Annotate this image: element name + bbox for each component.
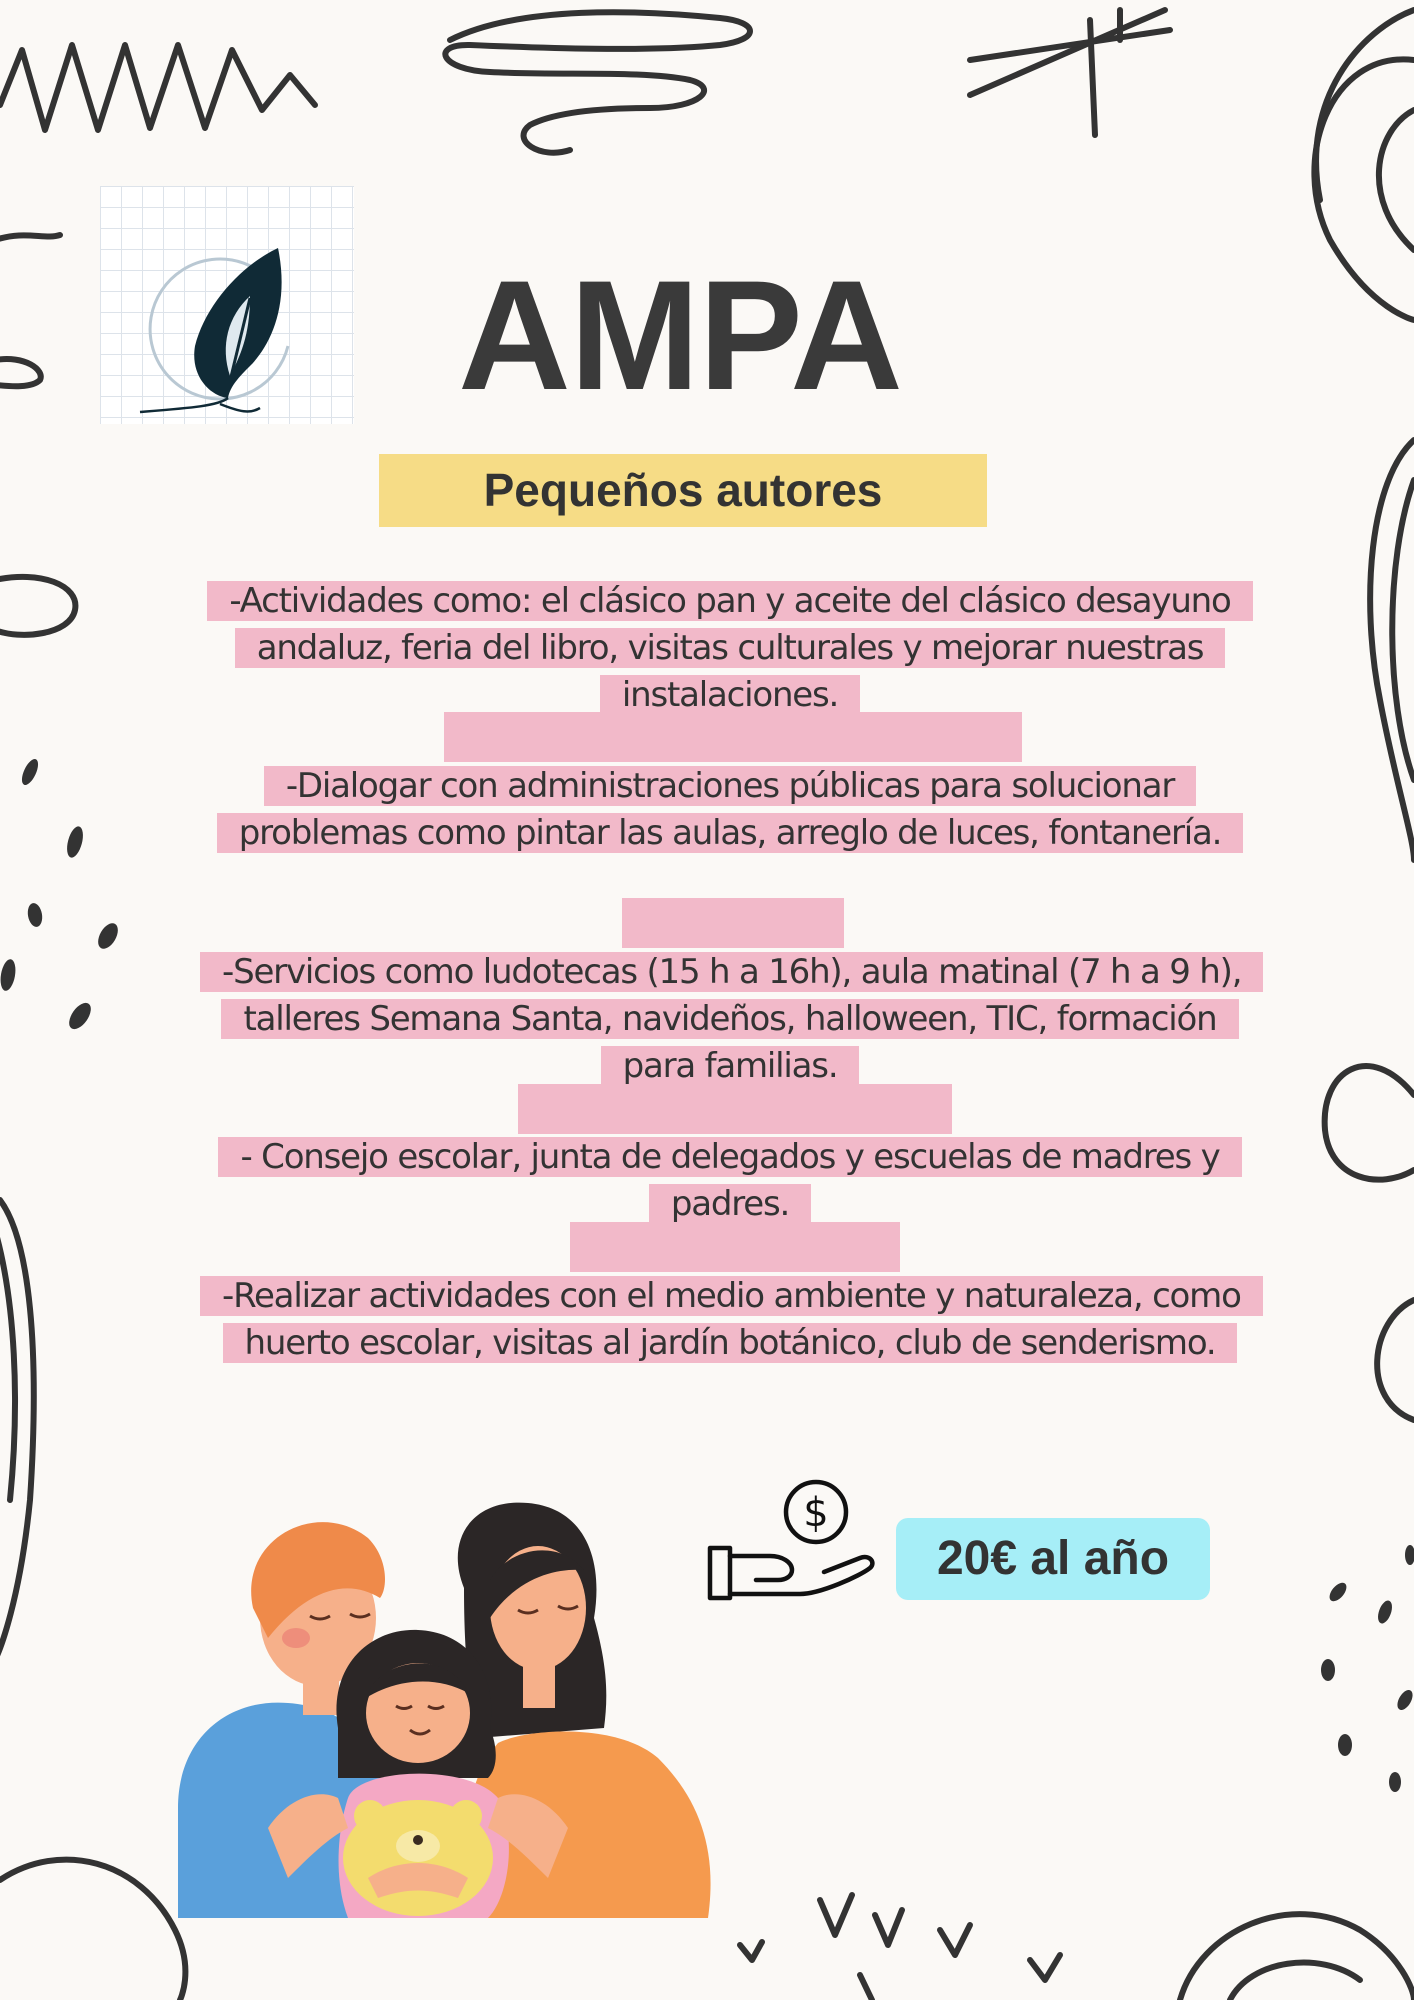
activity-text: - Consejo escolar, junta de delegados y escuelas de madres y padres. [218,1137,1241,1224]
feather-icon [100,186,354,424]
activity-item [200,578,1260,719]
price-badge: 20€ al año [896,1518,1210,1600]
activity-item [200,949,1260,1090]
activity-item [200,763,1260,857]
activity-text: -Realizar actividades con el medio ambiente y naturaleza, como huerto escolar, visitas al jardín botánico, club de senderismo. [200,1276,1263,1363]
subtitle-banner: Pequeños autores [379,454,987,527]
highlight-connector [444,712,1022,762]
activity-text: -Servicios como ludotecas (15 h a 16h), aula matinal (7 h a 9 h), talleres Semana Santa, navideños, halloween, TIC, formación para familias. [200,952,1263,1086]
activity-item [200,1273,1260,1367]
feather-quill-logo [100,186,354,424]
svg-text:$: $ [803,1490,829,1536]
activity-text: -Actividades como: el clásico pan y aceite del clásico desayuno andaluz, feria del libro, visitas culturales y mejorar nuestras instalaciones. [207,581,1252,715]
highlight-connector [570,1222,900,1272]
highlight-connector [518,1084,952,1134]
activity-item [200,1134,1260,1228]
activity-text: -Dialogar con administraciones públicas para solucionar problemas como pintar las aulas, arreglo de luces, fontanería. [217,766,1243,853]
highlight-connector [622,898,844,948]
page-title: AMPA [458,249,902,423]
family-hug-illustration [118,1498,778,1918]
